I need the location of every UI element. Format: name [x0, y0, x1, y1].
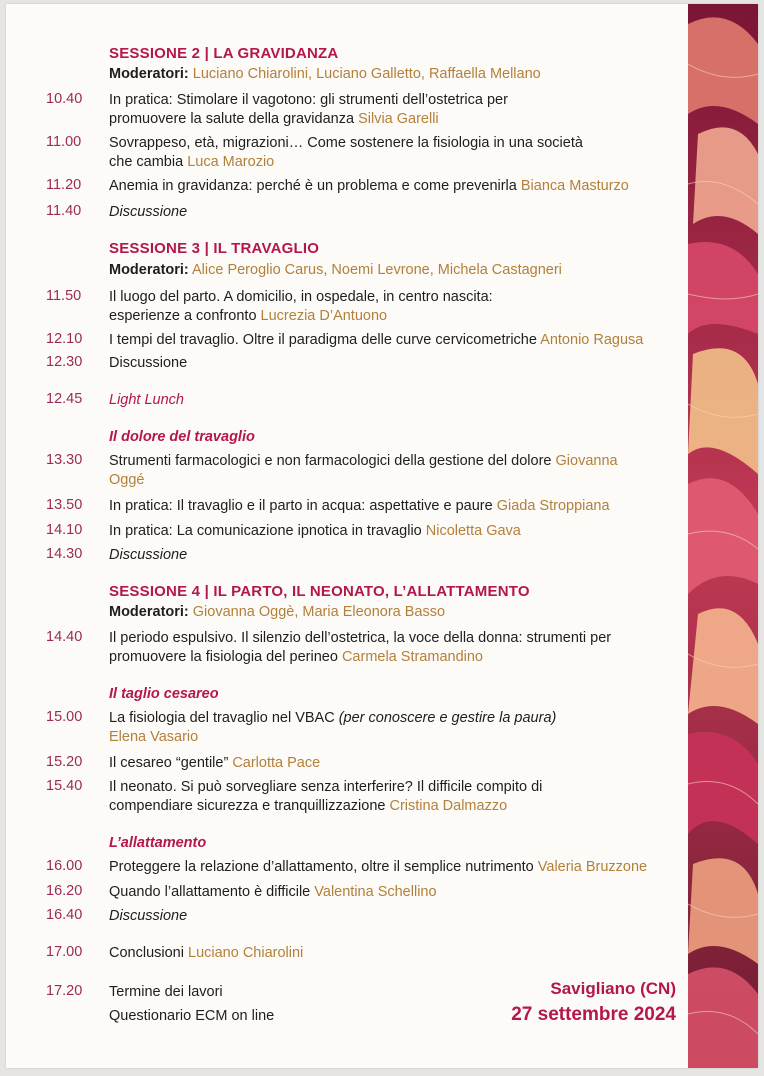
item-title: Il periodo espulsivo. Il silenzio dell’ostetrica, la voce della donna: strumenti per promuovere la fisiologia del perineo [109, 630, 612, 665]
time-label: 10.40 [46, 91, 83, 107]
program-item [109, 858, 681, 877]
speaker-name: Bianca Masturzo [520, 178, 629, 194]
time-label: 17.20 [46, 983, 83, 999]
time-label: 11.40 [46, 203, 82, 219]
moderators-names: Giovanna Oggè, Maria Eleonora Basso [192, 604, 446, 620]
session-3-moderators [109, 262, 562, 278]
event-location: Savigliano (CN) [550, 979, 676, 998]
time-label: 12.45 [46, 391, 83, 407]
program-item [109, 452, 629, 489]
speaker-name: Nicoletta Gava [425, 523, 521, 539]
session-2-moderators [109, 66, 541, 82]
time-label: 12.10 [46, 331, 83, 347]
session-4-moderators [109, 604, 445, 620]
program-item [109, 883, 681, 902]
speaker-name: Elena Vasario [109, 728, 199, 745]
time-label: 15.40 [46, 778, 83, 794]
time-label: 14.10 [46, 522, 83, 538]
breastfeeding-subsection-title: L’allattamento [109, 835, 207, 851]
moderators-label: Moderatori: [109, 66, 189, 82]
item-title: Conclusioni [109, 945, 184, 961]
speaker-name: Giada Stroppiana [496, 498, 610, 514]
item-title: Anemia in gravidanza: perché è un problema e come prevenirla [109, 178, 517, 194]
program-item [109, 134, 589, 171]
time-label: 11.00 [46, 134, 82, 150]
speaker-name: Silvia Garelli [358, 110, 439, 127]
program-item [109, 497, 681, 516]
item-title: Il luogo del parto. A domicilio, in ospedale, in centro nascita: esperienze a confronto [109, 289, 493, 324]
program-item [109, 778, 629, 815]
pain-subsection-title: Il dolore del travaglio [109, 429, 255, 445]
item-title: Termine dei lavori [109, 984, 223, 1000]
speaker-name: Antonio Ragusa [540, 332, 644, 348]
program-page [6, 4, 758, 1068]
program-content [6, 4, 688, 1068]
discussion-item: Discussione [109, 908, 188, 924]
item-title: Il neonato. Si può sorvegliare senza interferire? Il difficile compito di compendiare sicurezza e tranquillizzazione [109, 779, 543, 814]
session-2-title: SESSIONE 2 | LA GRAVIDANZA [109, 45, 339, 62]
session-3-title: SESSIONE 3 | IL TRAVAGLIO [109, 240, 320, 257]
moderators-names: Alice Peroglio Carus, Noemi Levrone, Michela Castagneri [191, 262, 562, 278]
item-title: I tempi del travaglio. Oltre il paradigma delle curve cervicometriche [109, 332, 537, 348]
time-label: 11.50 [46, 288, 82, 304]
time-label: 14.30 [46, 546, 83, 562]
time-label: 14.40 [46, 629, 83, 645]
program-item [109, 91, 539, 128]
item-title: Questionario ECM on line [109, 1007, 275, 1024]
item-title: Quando l’allattamento è difficile [109, 884, 311, 900]
program-item [109, 709, 599, 746]
program-item [109, 288, 549, 325]
item-title: Proteggere la relazione d’allattamento, oltre il semplice nutrimento [109, 859, 534, 875]
discussion-item: Discussione [109, 355, 188, 371]
program-item [109, 177, 681, 196]
discussion-item: Discussione [109, 204, 188, 220]
time-label: 13.50 [46, 497, 83, 513]
time-label: 17.00 [46, 944, 83, 960]
cesarean-subsection-title: Il taglio cesareo [109, 686, 219, 702]
item-title: La fisiologia del travaglio nel VBAC [109, 710, 335, 726]
time-label: 16.20 [46, 883, 83, 899]
discussion-item: Discussione [109, 547, 188, 563]
program-item [109, 944, 681, 963]
item-title-italic: (per conoscere e gestire la paura) [338, 710, 557, 726]
time-label: 15.00 [46, 709, 83, 725]
speaker-name: Carmela Stramandino [341, 648, 483, 665]
program-item [109, 629, 639, 666]
speaker-name: Luciano Chiarolini [188, 945, 304, 961]
program-item [109, 754, 681, 773]
item-title: Il cesareo “gentile” [109, 755, 229, 771]
program-item [109, 331, 681, 350]
speaker-name: Cristina Dalmazzo [389, 797, 508, 814]
time-label: 16.00 [46, 858, 83, 874]
speaker-name: Luca Marozio [187, 153, 275, 170]
speaker-name: Giovanna Oggé [109, 453, 618, 488]
moderators-label: Moderatori: [109, 262, 189, 278]
speaker-name: Carlotta Pace [232, 755, 321, 771]
speaker-name: Valentina Schellino [314, 884, 437, 900]
speaker-name: Lucrezia D’Antuono [260, 307, 388, 324]
time-label: 11.20 [46, 177, 82, 193]
item-title: In pratica: La comunicazione ipnotica in travaglio [109, 523, 422, 539]
lunch-item: Light Lunch [109, 392, 184, 408]
item-title: Strumenti farmacologici e non farmacologici della gestione del dolore [109, 453, 552, 469]
moderators-label: Moderatori: [109, 604, 189, 620]
item-title: Sovrappeso, età, migrazioni… Come sostenere la fisiologia in una società che cambia [109, 135, 583, 170]
item-title: In pratica: Il travaglio e il parto in acqua: aspettative e paure [109, 498, 493, 514]
item-title: In pratica: Stimolare il vagotono: gli strumenti dell’ostetrica per promuovere la salute della gravidanza [109, 92, 508, 127]
floral-decoration-image [688, 4, 758, 1068]
time-label: 13.30 [46, 452, 83, 468]
program-item [109, 983, 409, 1025]
moderators-names: Luciano Chiarolini, Luciano Galletto, Raffaella Mellano [192, 66, 541, 82]
event-date: 27 settembre 2024 [511, 1004, 676, 1025]
time-label: 15.20 [46, 754, 83, 770]
time-label: 16.40 [46, 907, 83, 923]
session-4-title: SESSIONE 4 | IL PARTO, IL NEONATO, L’ALLATTAMENTO [109, 583, 530, 600]
speaker-name: Valeria Bruzzone [537, 859, 648, 875]
time-label: 12.30 [46, 354, 83, 370]
program-item [109, 522, 681, 541]
